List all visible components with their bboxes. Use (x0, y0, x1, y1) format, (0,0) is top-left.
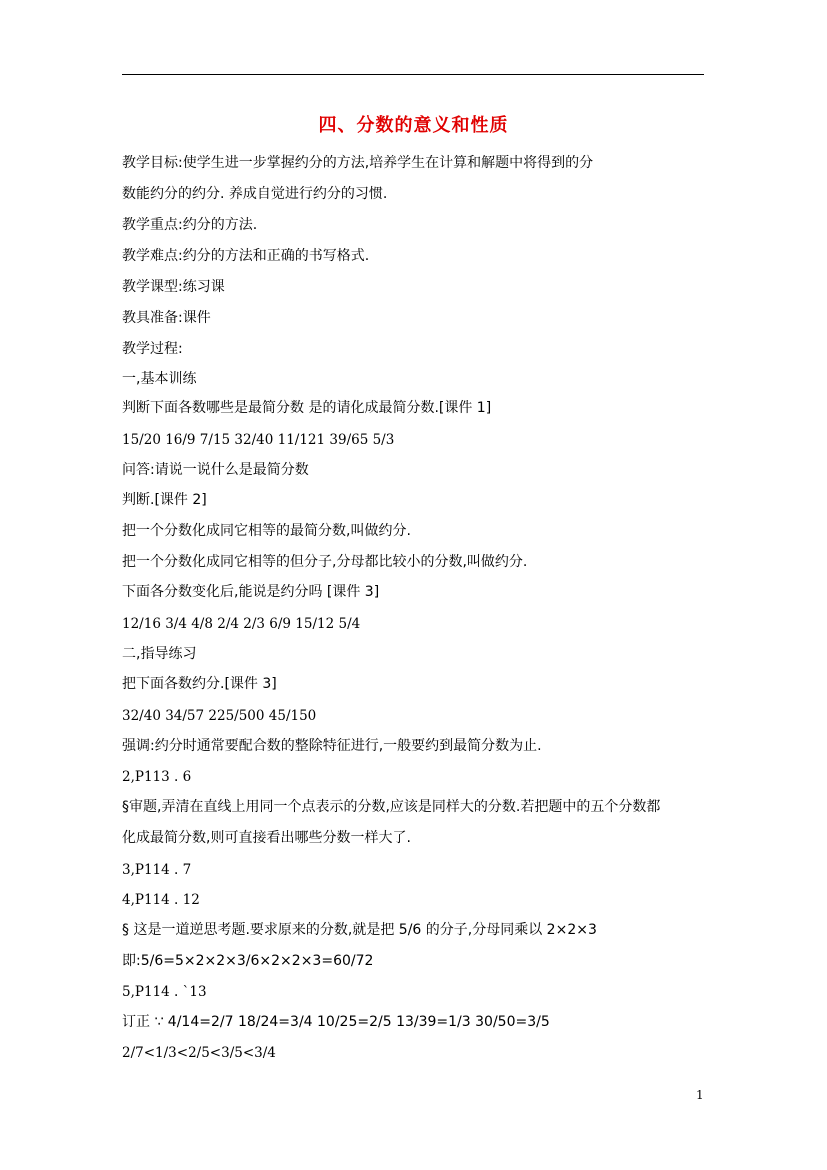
comparison-line: 2/7<1/3<2/5<3/5<3/4 (122, 1045, 276, 1061)
page-title: 四、分数的意义和性质 (318, 115, 509, 136)
text-line: 教学课型:练习课 (122, 279, 225, 295)
text-line: 化成最简分数,则可直接看出哪些分数一样大了. (122, 830, 411, 846)
exercise-ref: 4,P114 . 12 (122, 892, 200, 908)
exercise-ref: 2,P113 . 6 (122, 769, 192, 785)
correction-line: 订正 ∵ 4/14=2/7 18/24=3/4 10/25=2/5 13/39=1/3 30/50=3/5 (122, 1014, 550, 1030)
fraction-list: 12/16 3/4 4/8 2/4 2/3 6/9 15/12 5/4 (122, 616, 361, 632)
header-rule (122, 74, 704, 75)
text-line: 教学重点:约分的方法. (122, 217, 258, 233)
text-line: 教具准备:课件 (122, 310, 211, 326)
equation-line: 即:5/6=5×2×2×3/6×2×2×3=60/72 (122, 953, 374, 969)
text-line: 把一个分数化成同它相等的但分子,分母都比较小的分数,叫做约分. (122, 554, 528, 570)
text-line: 下面各分数变化后,能说是约分吗 [课件 3] (122, 584, 380, 600)
text-line: 把下面各数约分.[课件 3] (122, 676, 277, 692)
text-line: 判断下面各数哪些是最简分数 是的请化成最简分数.[课件 1] (122, 400, 492, 416)
text-line: 教学目标:使学生进一步掌握约分的方法,培养学生在计算和解题中将得到的分 (122, 155, 594, 171)
text-line: §审题,弄清在直线上用同一个点表示的分数,应该是同样大的分数.若把题中的五个分数都 (122, 799, 661, 815)
text-line: 问答:请说一说什么是最简分数 (122, 462, 309, 478)
page-number: 1 (696, 1088, 704, 1102)
text-line: 教学过程: (122, 341, 183, 357)
text-line: 判断.[课件 2] (122, 492, 207, 508)
section-heading: 二,指导练习 (122, 646, 197, 662)
text-line: 教学难点:约分的方法和正确的书写格式. (122, 248, 370, 264)
text-line: 把一个分数化成同它相等的最简分数,叫做约分. (122, 523, 411, 539)
text-line: 强调:约分时通常要配合数的整除特征进行,一般要约到最简分数为止. (122, 738, 542, 754)
exercise-ref: 3,P114 . 7 (122, 862, 192, 878)
exercise-ref: 5,P114 . `13 (122, 984, 207, 1000)
text-line: 数能约分的约分. 养成自觉进行约分的习惯. (122, 186, 388, 202)
fraction-list: 15/20 16/9 7/15 32/40 11/121 39/65 5/3 (122, 432, 395, 448)
fraction-list: 32/40 34/57 225/500 45/150 (122, 708, 317, 724)
section-heading: 一,基本训练 (122, 371, 197, 387)
text-line: § 这是一道逆思考题.要求原来的分数,就是把 5/6 的分子,分母同乘以 2×2×3 (122, 922, 597, 938)
